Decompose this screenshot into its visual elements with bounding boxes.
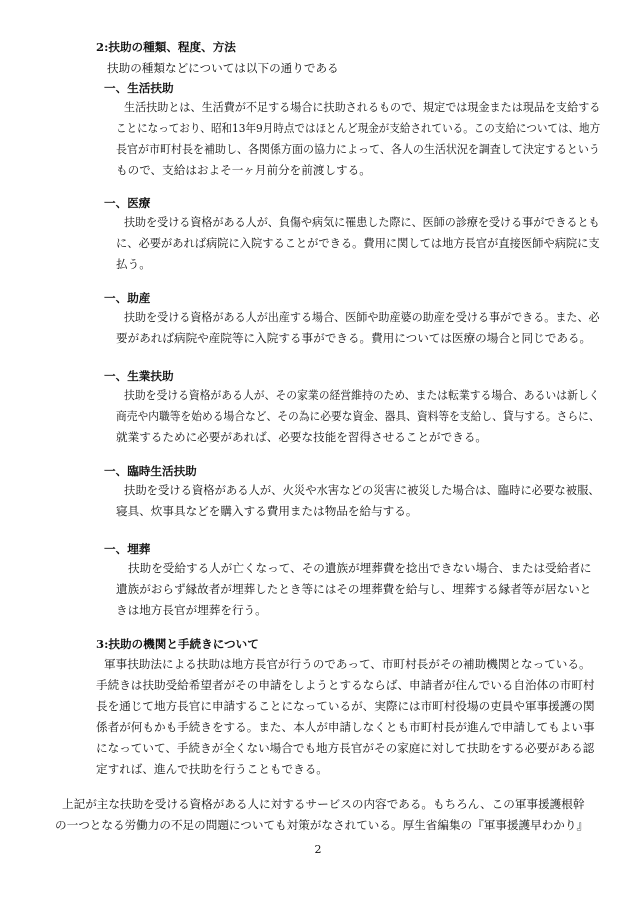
item-text-line: 遺族がおらず縁故者が埋葬したとき等にはその埋葬費を給与し、埋葬する縁者等が居ないと (116, 582, 592, 596)
closing-text-line: 上記が主な扶助を受ける資格がある人に対するサービスの内容である。もちろん、この軍事援護根幹 (62, 797, 585, 811)
item-text-line: 扶助を受ける資格がある人が、負傷や病気に罹患した際に、医師の診療を受ける事ができるとも (124, 215, 600, 229)
section-3-text-line: 係者が何もかも手続きをする。また、本人が申請しなくとも市町村長が進んで申請してもよい事 (96, 720, 595, 734)
item-text-line: 扶助を受ける資格がある人が、その家業の経営維持のため、または転業する場合、あるいは新しく (124, 388, 600, 402)
item-title: 一、医療 (104, 196, 151, 210)
closing-text-line: の一つとなる労働力の不足の問題についても対策がなされている。厚生省編集の『軍事援護早わかり』 (55, 818, 589, 832)
item-text-line: 商売や内職等を始める場合など、その為に必要な資金、器具、資料等を支給し、貸与する。さらに、 (116, 409, 600, 423)
item-text-line: 扶助を受給する人が亡くなって、その遺族が埋葬費を捻出できない場合、または受給者に (128, 561, 592, 575)
section-3-text-line: 長を通じて地方長官に申請することになっているが、実際には市町村役場の吏員や軍事援護の関 (96, 699, 595, 713)
item-text-line: 寝具、炊事具などを購入する費用または物品を給与する。 (116, 504, 418, 518)
section-3-heading: 3:扶助の機関と手続きについて (96, 637, 259, 651)
item-title: 一、生活扶助 (104, 81, 174, 95)
item-text-line: 生活扶助とは、生活費が不足する場合に扶助されるもので、規定では現金または現品を支給する (124, 100, 601, 114)
section-3-text-line: 定すれば、進んで扶助を行うこともできる。 (96, 762, 328, 776)
item-title: 一、埋葬 (104, 542, 151, 556)
item-text-line: 払う。 (116, 257, 151, 271)
item-text-line: 長官が市町村長を補助し、各関係方面の協力によって、各人の生活状況を調査して決定するという (116, 142, 600, 156)
item-text-line: 扶助を受ける資格がある人が出産する場合、医師や助産婆の助産を受ける事ができる。また、必 (124, 310, 600, 324)
item-text-line: 要があれば病院や産院等に入院する事ができる。費用については医療の場合と同じである。 (116, 331, 592, 345)
item-text-line: もので、支給はおよそ一ヶ月前分を前渡しする。 (116, 163, 371, 177)
item-text-line: 扶助を受ける資格がある人が、火災や水害などの災害に被災した場合は、臨時に必要な被服、 (124, 483, 600, 497)
section-3-text-line: になっていて、手続きが全くない場合でも地方長官がその家庭に対して扶助をする必要がある認 (96, 741, 595, 755)
section-3-text-line: 軍事扶助法による扶助は地方長官が行うのであって、市町村長がその補助機関となっている。 (104, 657, 591, 671)
section-3-text-line: 手続きは扶助受給希望者がその申請をしようとするならば、申請者が住んでいる自治体の市町村 (96, 678, 595, 692)
item-title: 一、臨時生活扶助 (104, 464, 197, 478)
item-text-line: 就業するために必要があれば、必要な技能を習得させることができる。 (116, 430, 488, 444)
item-text-line: きは地方長官が埋葬を行う。 (116, 603, 267, 617)
item-text-line: ことになっており、昭和13年9月時点ではほとんど現金が支給されている。この支給については、地方 (116, 121, 601, 135)
section-2-intro: 扶助の種類などについては以下の通りである (107, 61, 339, 75)
page-number: 2 (314, 843, 322, 856)
section-2-heading: 2:扶助の種類、程度、方法 (96, 40, 236, 54)
item-title: 一、助産 (104, 291, 151, 305)
item-title: 一、生業扶助 (104, 369, 174, 383)
item-text-line: に、必要があれば病院に入院することができる。費用に関しては地方長官が直接医師や病院に支 (116, 236, 600, 250)
